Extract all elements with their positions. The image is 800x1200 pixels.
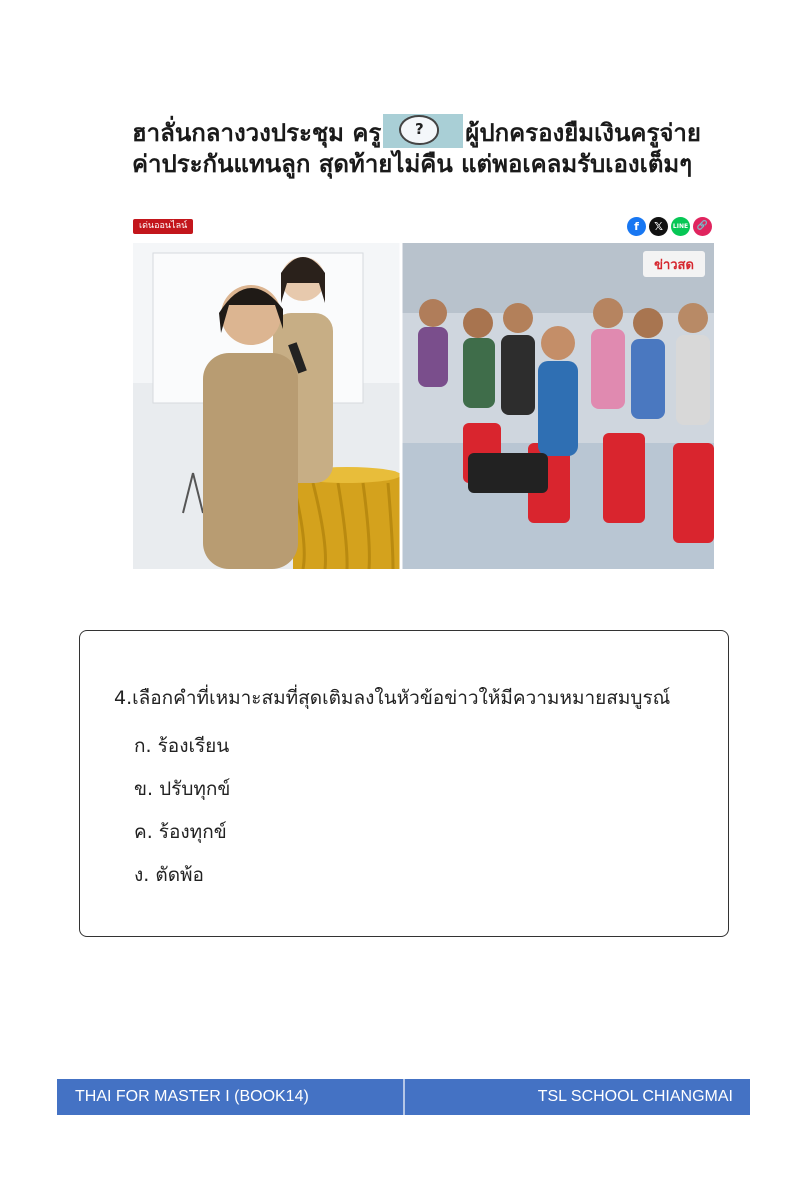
headline-part-2: ผู้ปกครองยืมเงินครูจ่ายค่าประกันแทนลูก สุดท้ายไม่คืน แต่พอเคลมรับเองเต็มๆ (132, 119, 701, 178)
line-icon[interactable]: LINE (671, 217, 690, 236)
news-photo (133, 243, 714, 569)
question-box (79, 630, 729, 937)
share-bar (627, 217, 712, 236)
link-icon[interactable]: 🔗 (693, 217, 712, 236)
question-text: 4.เลือกคำที่เหมาะสมที่สุดเติมลงในหัวข้อข่าวให้มีความหมายสมบูรณ์ (114, 687, 671, 709)
footer-divider (403, 1079, 405, 1115)
option-b[interactable]: ข. ปรับทุกข์ (134, 778, 231, 800)
facebook-icon[interactable]: f (627, 217, 646, 236)
footer-book-title: THAI FOR MASTER I (BOOK14) (75, 1088, 309, 1105)
photo-badge: ข่าวสด (654, 258, 694, 273)
source-tag[interactable]: เด่นออนไลน์ (133, 219, 193, 234)
headline (132, 118, 722, 180)
question-bubble-icon: ? (399, 115, 439, 145)
headline-blank (383, 114, 463, 148)
footer-school-name: TSL SCHOOL CHIANGMAI (537, 1088, 733, 1105)
option-c[interactable]: ค. ร้องทุกข์ (134, 821, 227, 843)
x-icon[interactable]: 𝕏 (649, 217, 668, 236)
headline-part-1: ฮาลั่นกลางวงประชุม ครู (132, 119, 382, 147)
footer-bar (57, 1079, 750, 1115)
option-d[interactable]: ง. ตัดพ้อ (134, 864, 204, 886)
option-a[interactable]: ก. ร้องเรียน (134, 735, 230, 757)
